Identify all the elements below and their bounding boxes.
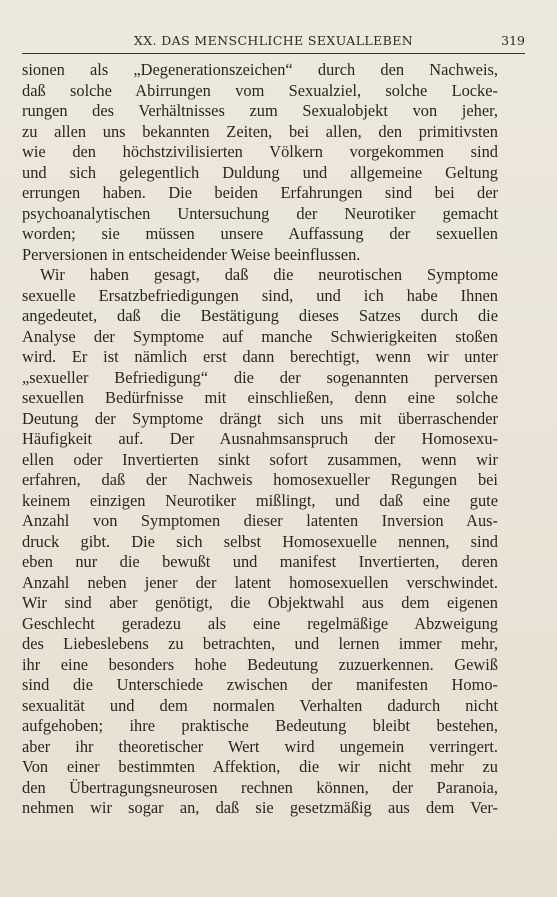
text-line: errungen haben. Die beiden Erfahrungen sind bei der — [22, 183, 498, 202]
text-line: „sexueller Befriedigung“ die der sogenannten perversen — [22, 367, 498, 387]
text-line: worden; sie müssen unsere Auffassung der sexuellen — [22, 224, 498, 243]
text-line: Analyse der Symptome auf manche Schwierigkeiten stoßen — [22, 326, 498, 346]
chapter-title: XX. DAS MENSCHLICHE SEXUALLEBEN — [133, 33, 414, 48]
text-line: eben nur die bewußt und manifest Invertierten, deren — [22, 552, 498, 571]
body-text — [22, 60, 498, 819]
text-line: wird. Er ist nämlich erst dann berechtigt, wenn wir unter — [22, 347, 498, 366]
text-line: druck gibt. Die sich selbst Homosexuelle nennen, sind — [22, 531, 498, 551]
text-line: keinem einzigen Neurotiker mißlingt, und daß eine gute — [22, 490, 498, 510]
text-line: daß solche Abirrungen vom Sexualziel, solche Locke- — [22, 80, 498, 100]
text-line: sind die Unterschiede zwischen der manifesten Homo- — [22, 675, 498, 694]
text-line: wie den höchstzivilisierten Völkern vorgekommen sind — [22, 142, 498, 161]
text-line: ellen oder Invertierten sinkt sofort zusammen, wenn wir — [22, 449, 498, 469]
text-line: Häufigkeit auf. Der Ausnahmsanspruch der Homosexu- — [22, 429, 498, 448]
text-line: angedeutet, daß die Bestätigung dieses Satzes durch die — [22, 306, 498, 325]
text-line: Von einer bestimmten Affektion, die wir nicht mehr zu — [22, 757, 498, 776]
text-line: psychoanalytischen Untersuchung der Neurotiker gemacht — [22, 203, 498, 223]
text-line: erfahren, daß der Nachweis homosexueller Regungen bei — [22, 470, 498, 489]
page-number: 319 — [501, 33, 525, 48]
text-line: sionen als „Degenerationszeichen“ durch den Nachweis, — [22, 60, 498, 79]
text-line: Geschlecht geradezu als eine regelmäßige Abzweigung — [22, 613, 498, 633]
text-line: sexuelle Ersatzbefriedigungen sind, und ich habe Ihnen — [22, 285, 498, 305]
text-line: Anzahl von Symptomen dieser latenten Inversion Aus- — [22, 511, 498, 530]
text-line: Anzahl neben jener der latent homosexuellen verschwindet. — [22, 572, 498, 592]
text-line: aufgehoben; ihre praktische Bedeutung bleibt bestehen, — [22, 716, 498, 735]
running-header — [22, 33, 525, 54]
text-line: den Übertragungsneurosen rechnen können, der Paranoia, — [22, 777, 498, 797]
text-line: Perversionen in entscheidender Weise beeinflussen. — [22, 244, 361, 264]
text-line: Wir haben gesagt, daß die neurotischen Symptome — [40, 265, 498, 284]
text-line: Wir sind aber genötigt, die Objektwahl aus dem eigenen — [22, 593, 498, 612]
text-line: des Liebeslebens zu betrachten, und lernen immer mehr, — [22, 634, 498, 653]
text-line: und sich gelegentlich Duldung und allgemeine Geltung — [22, 162, 498, 182]
text-line: ihr eine besonders hohe Bedeutung zuzuerkennen. Gewiß — [22, 654, 498, 674]
text-line: Deutung der Symptome drängt sich uns mit überraschender — [22, 408, 498, 428]
text-line: sexuellen Bedürfnisse mit einschließen, denn eine solche — [22, 388, 498, 407]
text-line: sexualität und dem normalen Verhalten dadurch nicht — [22, 695, 498, 715]
text-line: nehmen wir sogar an, daß sie gesetzmäßig aus dem Ver- — [22, 798, 498, 817]
text-line: aber ihr theoretischer Wert wird ungemein verringert. — [22, 736, 498, 756]
text-line: zu allen uns bekannten Zeiten, bei allen, den primitivsten — [22, 121, 498, 141]
text-line: rungen des Verhältnisses zum Sexualobjekt von jeher, — [22, 101, 498, 120]
